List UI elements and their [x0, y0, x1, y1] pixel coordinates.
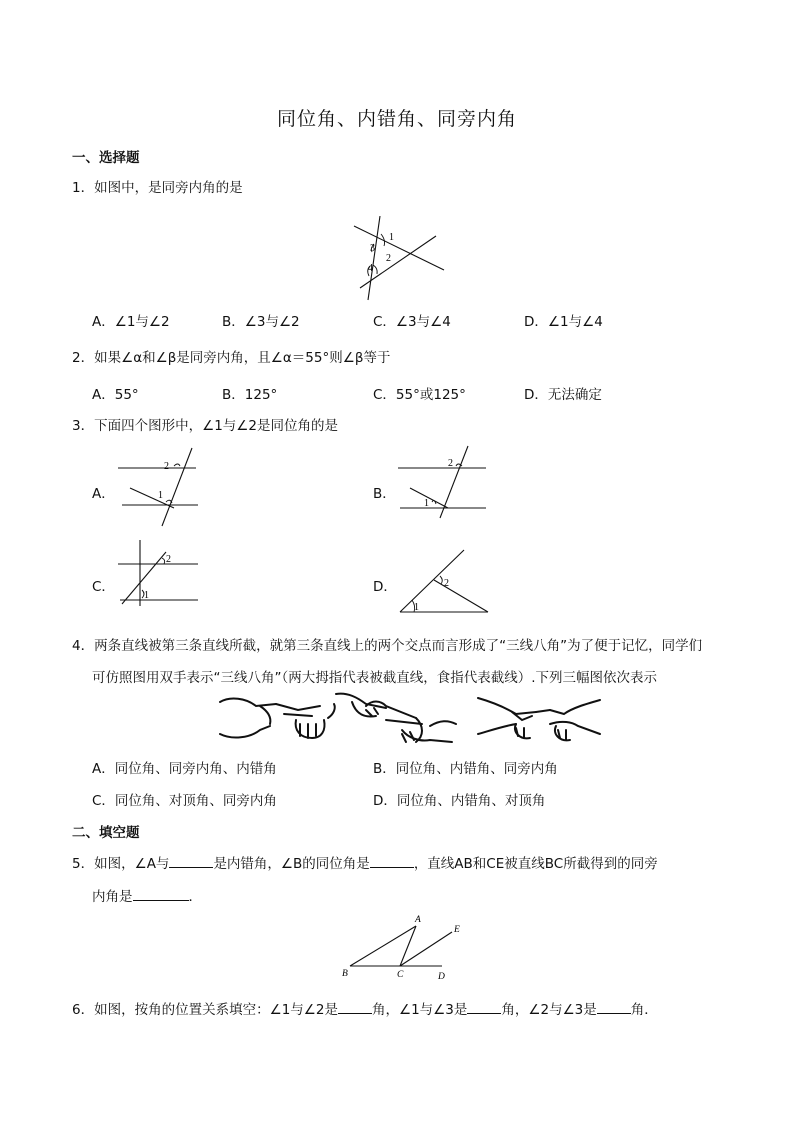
q2-option-b[interactable]: B．125° — [222, 387, 278, 403]
q6-blank-3[interactable] — [597, 1000, 631, 1014]
q3a-label-2: 2 — [164, 461, 169, 472]
q3b-label-2: 2 — [448, 458, 453, 469]
q3-option-c[interactable]: C． — [92, 579, 115, 595]
question-6-text — [72, 998, 658, 1018]
q3-figure-c — [118, 540, 200, 608]
question-5-figure — [338, 912, 468, 984]
q3a-label-1: 1 — [158, 490, 163, 501]
question-5-line-1 — [72, 852, 658, 872]
q2-option-d[interactable]: D．无法确定 — [524, 387, 602, 403]
question-5-line-2 — [92, 885, 202, 905]
q5-blank-1[interactable] — [169, 854, 213, 868]
q3b-label-1: 1 — [424, 498, 429, 509]
section-heading-fill: 二、填空题 — [72, 825, 140, 841]
q4-hands-figure — [216, 690, 606, 746]
q1-label-3: 3 — [370, 243, 375, 254]
q1-option-d[interactable]: D．∠1与∠4 — [524, 314, 603, 330]
q5-line2-end: ． — [188, 889, 202, 905]
section-heading-choice: 一、选择题 — [72, 150, 140, 166]
question-4-line-1: 4．两条直线被第三条直线所截，就第三条直线上的两个交点而言形成了“三线八角”为了便于记忆，同学们 — [72, 638, 703, 654]
q1-option-a[interactable]: A．∠1与∠2 — [92, 314, 170, 330]
q5-point-a: A — [415, 915, 421, 925]
page-title: 同位角、内错角、同旁内角 — [276, 108, 517, 130]
q4-option-a[interactable]: A．同位角、同旁内角、内错角 — [92, 761, 277, 777]
q5-point-b: B — [342, 969, 348, 979]
q1-option-c[interactable]: C．∠3与∠4 — [373, 314, 451, 330]
q3d-label-1: 1 — [414, 602, 419, 613]
q3-figure-a — [118, 446, 202, 528]
q3d-label-2: 2 — [444, 578, 449, 589]
q5-point-d: D — [438, 972, 445, 982]
question-2-text: 2．如果∠α和∠β是同旁内角，且∠α＝55°则∠β等于 — [72, 350, 391, 366]
q1-label-4: 4 — [368, 263, 373, 274]
question-1-text: 1．如图中，是同旁内角的是 — [72, 180, 243, 196]
q2-option-a[interactable]: A．55° — [92, 387, 139, 403]
q6-part-3: 角，∠2与∠3是 — [501, 1002, 597, 1018]
q5-point-c: C — [397, 970, 404, 980]
q3c-label-1: 1 — [144, 590, 149, 601]
q3-option-a[interactable]: A． — [92, 486, 115, 502]
q5-part-1: 5．如图，∠A与 — [72, 856, 170, 872]
q6-part-1: 6．如图，按角的位置关系填空：∠1与∠2是 — [72, 1002, 338, 1018]
q5-point-e: E — [454, 925, 460, 935]
q5-line2-start: 内角是 — [92, 889, 133, 905]
question-4-line-2: 可仿照图用双手表示“三线八角”（两大拇指代表被截直线，食指代表截线）.下列三幅图依次表示 — [92, 670, 658, 686]
q5-blank-3[interactable] — [133, 887, 189, 901]
q6-part-2: 角，∠1与∠3是 — [371, 1002, 468, 1018]
question-3-text: 3．下面四个图形中，∠1与∠2是同位角的是 — [72, 418, 338, 434]
q1-option-b[interactable]: B．∠3与∠2 — [222, 314, 300, 330]
q6-blank-1[interactable] — [338, 1000, 372, 1014]
q3-option-b[interactable]: B． — [373, 486, 396, 502]
q3c-label-2: 2 — [166, 554, 171, 565]
q5-part-2: 是内错角，∠B的同位角是 — [213, 856, 370, 872]
q1-label-1: 1 — [389, 232, 394, 243]
q6-part-4: 角． — [630, 1002, 658, 1018]
q4-option-c[interactable]: C．同位角、对顶角、同旁内角 — [92, 793, 277, 809]
q3-figure-d — [398, 548, 492, 614]
q4-option-b[interactable]: B．同位角、内错角、同旁内角 — [373, 761, 558, 777]
q1-label-2: 2 — [386, 253, 391, 264]
q6-blank-2[interactable] — [467, 1000, 501, 1014]
question-1-figure — [348, 216, 448, 302]
q5-blank-2[interactable] — [370, 854, 414, 868]
q3-option-d[interactable]: D． — [373, 579, 397, 595]
q5-part-3: ，直线AB和CE被直线BC所截得到的同旁 — [413, 856, 658, 872]
q3-figure-b — [396, 444, 490, 520]
q2-option-c[interactable]: C．55°或125° — [373, 387, 466, 403]
q4-option-d[interactable]: D．同位角、内错角、对顶角 — [373, 793, 546, 809]
